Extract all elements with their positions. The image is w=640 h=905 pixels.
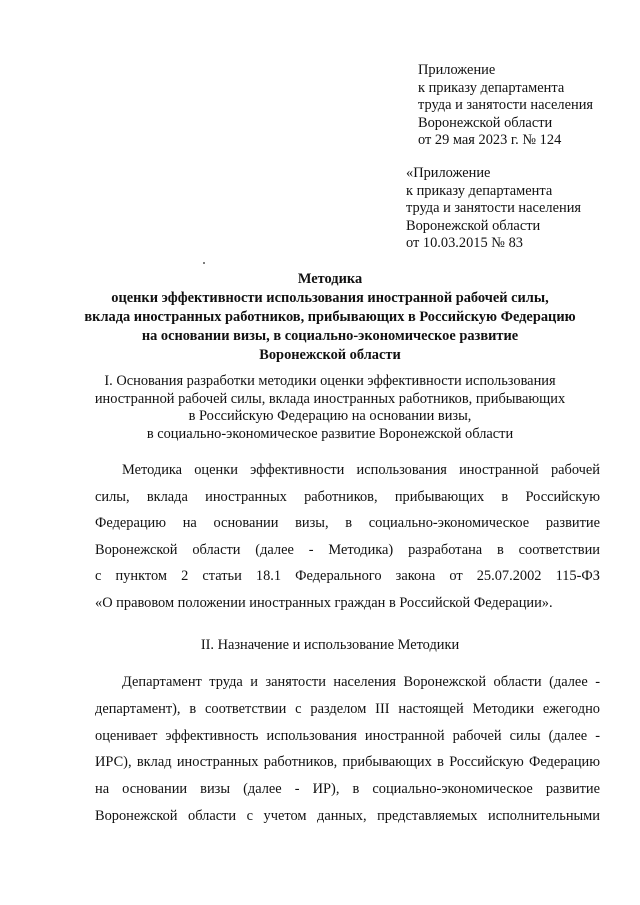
annex-date-line: от 10.03.2015 № 83 [406,235,523,251]
paragraph-line: на основании визы (далее - ИР), в социально-экономическое развитие [95,781,600,798]
paragraph-line: «О правовом положении иностранных граждан в Российской Федерации». [95,594,553,611]
title-line: на основании визы, в социально-экономическое развитие [141,328,519,344]
annex-line: Приложение [418,62,496,78]
section-1-paragraph [95,457,600,617]
annex-date-line: от 29 мая 2023 г. № 124 [418,132,562,148]
title-line: Воронежской области [259,347,401,363]
paragraph-line: оценивает эффективность использования иностранной рабочей силы (далее - [95,727,600,744]
scan-speck [203,262,205,264]
paragraph-line: Департамент труда и занятости населения Воронежской области (далее - [122,674,600,690]
paragraph-line: департамент), в соответствии с разделом III настоящей Методики ежегодно [95,700,600,717]
section-2-heading: II. Назначение и использование Методики [200,637,460,653]
annex-line: труда и занятости населения [418,97,594,113]
title-line: оценки эффективности использования иностранной рабочей силы, [111,290,549,306]
paragraph-line: Методика оценки эффективности использования иностранной рабочей [122,462,600,478]
section-2-paragraph [95,669,600,830]
heading-line: в Российскую Федерацию на основании визы, [188,408,472,425]
annex-header-previous [406,165,581,253]
paragraph-line: Воронежской области (далее - Методика) разработана в соответствии [95,541,600,558]
annex-line: к приказу департамента [418,79,565,96]
heading-line: I. Основания разработки методики оценки эффективности использования [104,373,556,389]
annex-line: труда и занятости населения [406,200,582,216]
paragraph-line: Федерацию на основании визы, в социально-экономическое развитие [95,515,600,532]
annex-line: «Приложение [406,165,491,181]
title-line: Методика [297,271,363,287]
annex-header-current [418,62,593,150]
annex-line: Воронежской области [406,217,541,234]
document-title [60,270,600,365]
section-1-heading [60,373,600,443]
paragraph-line: ИРС), вклад иностранных работников, прибывающих в Российскую Федерацию [95,754,600,771]
paragraph-line: силы, вклада иностранных работников, прибывающих в Российскую [95,488,600,505]
heading-line: в социально-экономическое развитие Воронежской области [146,425,514,442]
annex-line: Воронежской области [418,114,553,131]
heading-line: иностранной рабочей силы, вклада иностранных работников, прибывающих [94,390,566,407]
paragraph-line: Воронежской области с учетом данных, представляемых исполнительными [95,807,600,824]
paragraph-line: с пунктом 2 статьи 18.1 Федерального закона от 25.07.2002 115-ФЗ [95,568,600,585]
title-line: вклада иностранных работников, прибывающих в Российскую Федерацию [84,309,576,325]
annex-line: к приказу департамента [406,182,553,199]
